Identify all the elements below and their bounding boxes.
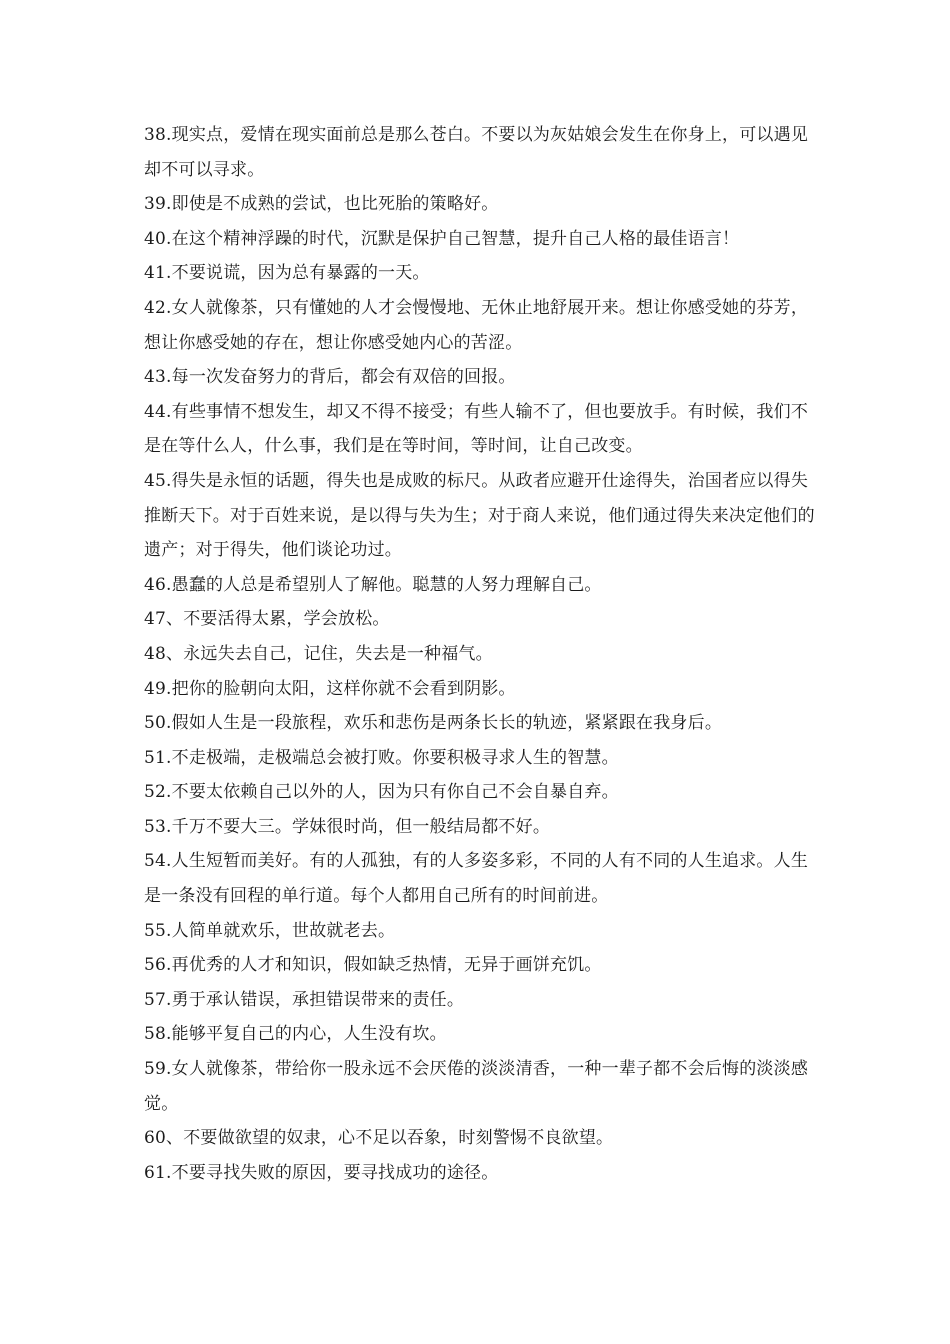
quote-item: 59.女人就像茶，带给你一股永远不会厌倦的淡淡清香，一种一辈子都不会后悔的淡淡感觉。 [144,1059,809,1114]
quote-item: 53.千万不要大三。学妹很时尚，但一般结局都不好。 [144,816,551,837]
quote-item: 55.人简单就欢乐，世故就老去。 [144,920,396,941]
quote-item: 51.不走极端，走极端总会被打败。你要积极寻求人生的智慧。 [144,747,619,768]
quote-item: 46.愚蠢的人总是希望别人了解他。聪慧的人努力理解自己。 [144,574,602,595]
quote-item: 43.每一次发奋努力的背后，都会有双倍的回报。 [144,367,516,388]
quote-item: 60、不要做欲望的奴隶，心不足以吞象，时刻警惕不良欲望。 [144,1128,614,1149]
quote-item: 38.现实点，爱情在现实面前总是那么苍白。不要以为灰姑娘会发生在你身上，可以遇见却不可以寻求。 [144,125,809,180]
quote-item: 39.即使是不成熟的尝试，也比死胎的策略好。 [144,194,499,215]
quote-item: 41.不要说谎，因为总有暴露的一天。 [144,263,430,284]
quote-item: 54.人生短暂而美好。有的人孤独，有的人多姿多彩，不同的人有不同的人生追求。人生是一条没有回程的单行道。每个人都用自己所有的时间前进。 [144,851,809,907]
quote-item: 45.得失是永恒的话题，得失也是成败的标尺。从政者应避开仕途得失，治国者应以得失推断天下。对于百姓来说，是以得与失为生；对于商人来说，他们通过得失来决定他们的遗产；对于得失，他们谈论功过。 [144,470,815,561]
quote-list [144,118,816,1190]
quote-item: 48、永远失去自己，记住，失去是一种福气。 [144,643,493,664]
quote-item: 44.有些事情不想发生，却又不得不接受；有些人输不了，但也要放手。有时候，我们不是在等什么人，什么事，我们是在等时间，等时间，让自己改变。 [144,401,809,457]
quote-item: 56.再优秀的人才和知识，假如缺乏热情，无异于画饼充饥。 [144,955,602,976]
quote-item: 47、不要活得太累，学会放松。 [144,609,390,630]
quote-item: 61.不要寻找失败的原因，要寻找成功的途径。 [144,1162,499,1183]
quote-item: 40.在这个精神浮躁的时代，沉默是保护自己智慧，提升自己人格的最佳语言！ [144,228,740,249]
quote-item: 49.把你的脸朝向太阳，这样你就不会看到阴影。 [144,678,516,699]
quote-item: 50.假如人生是一段旅程，欢乐和悲伤是两条长长的轨迹，紧紧跟在我身后。 [144,713,723,734]
quote-item: 58.能够平复自己的内心，人生没有坎。 [144,1024,447,1045]
quote-item: 52.不要太依赖自己以外的人，因为只有你自己不会自暴自弃。 [144,782,619,803]
quote-item: 42.女人就像茶，只有懂她的人才会慢慢地、无休止地舒展开来。想让你感受她的芬芳，想让你感受她的存在，想让你感受她内心的苦涩。 [144,297,809,353]
quote-item: 57.勇于承认错误，承担错误带来的责任。 [144,989,465,1010]
